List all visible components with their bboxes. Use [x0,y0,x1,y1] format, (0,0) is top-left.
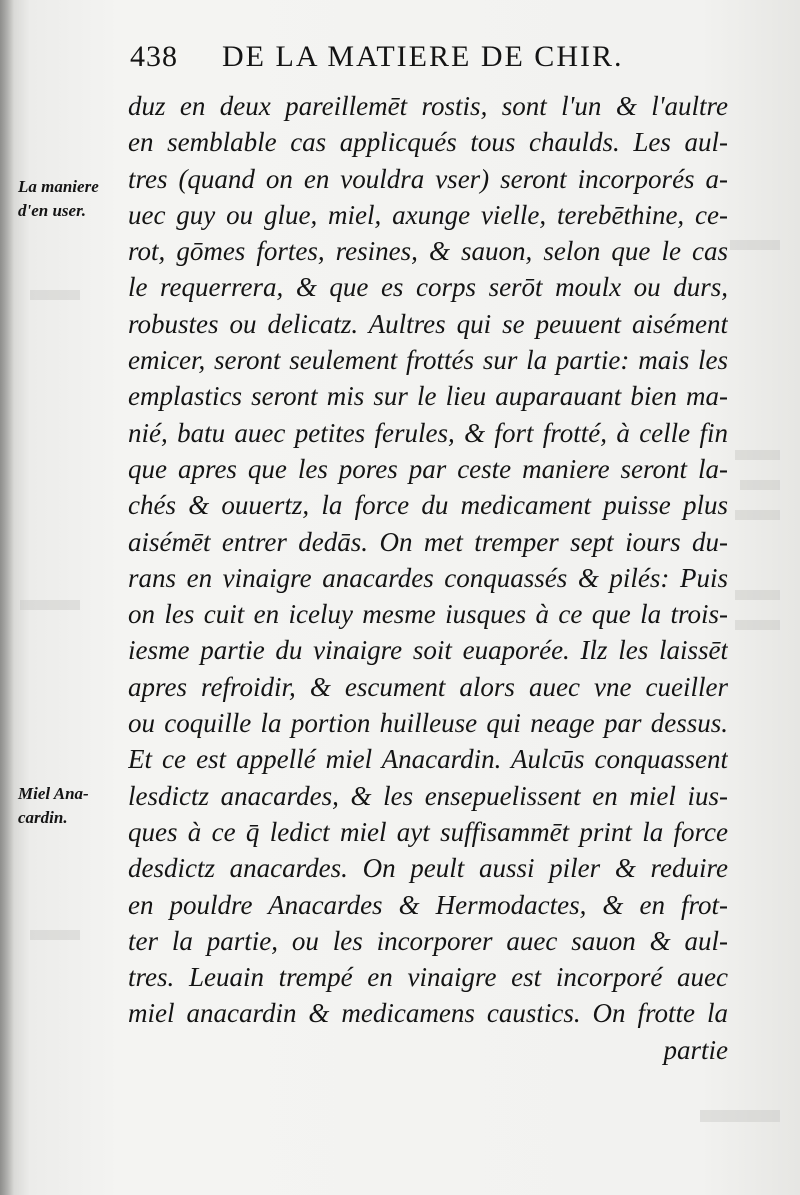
text-line: ter la partie, ou les incorporer auec sauon & aul- [128,925,728,956]
text-line: en semblable cas applicqués tous chaulds. Les aul- [128,127,728,158]
margin-note-line: Miel Ana- [18,784,89,803]
page-gutter-shadow [0,0,14,1195]
text-line: emplastics seront mis sur le lieu auparauant bien ma- [128,381,728,412]
margin-note-line: d'en user. [18,201,87,220]
page-header [130,40,730,80]
text-line: chés & ouuertz, la force du medicament puisse plus [128,490,728,521]
margin-note-miel-anacardin [18,782,126,830]
text-line: le requerrera, & que es corps serōt moulx ou durs, [128,272,728,303]
catchword: partie [663,1034,728,1065]
text-line: tres. Leuain trempé en vinaigre est incorporé auec [128,962,728,993]
text-line: aisémēt entrer dedās. On met tremper sept iours du- [128,526,728,557]
running-head: DE LA MATIERE DE CHIR. [222,40,624,73]
text-line: rans en vinaigre anacardes conquassés & pilés: Puis [128,562,728,593]
text-line: on les cuit en iceluy mesme iusques à ce que la trois- [128,599,728,630]
text-line: tres (quand on en vouldra vser) seront incorporés a- [128,163,728,194]
text-line: en pouldre Anacardes & Hermodactes, & en frot- [128,889,728,920]
body-text [128,88,728,1068]
margin-note-line: cardin. [18,808,68,827]
margin-note-line: La maniere [18,177,99,196]
text-line: desdictz anacardes. On peult aussi piler & reduire [128,853,728,884]
text-line: uec guy ou glue, miel, axunge vielle, terebēthine, ce- [128,199,728,230]
page-number: 438 [130,40,178,73]
text-line: Et ce est appellé miel Anacardin. Aulcūs conquassent [128,744,728,775]
text-line: rot, gōmes fortes, resines, & sauon, selon que le cas [128,236,728,267]
text-line: miel anacardin & medicamens caustics. On frotte la [128,998,728,1029]
text-line: apres refroidir, & escument alors auec vne cueiller [128,671,728,702]
text-line: iesme partie du vinaigre soit euaporée. Ilz les laissēt [128,635,728,666]
text-line: emicer, seront seulement frottés sur la partie: mais les [128,345,728,376]
text-line: lesdictz anacardes, & les ensepuelissent en miel ius- [128,780,728,811]
text-line: nié, batu auec petites ferules, & fort frotté, à celle fin [128,417,728,448]
margin-note-la-maniere [18,175,126,223]
text-line: ques à ce q̄ ledict miel ayt suffisammēt print la force [128,816,728,847]
text-line: robustes ou delicatz. Aultres qui se peuuent aisément [128,308,728,339]
text-line: duz en deux pareillemēt rostis, sont l'un & l'aultre [128,91,728,121]
text-line: ou coquille la portion huilleuse qui neage par dessus. [128,708,728,739]
text-line: que apres que les pores par ceste maniere seront la- [128,453,728,484]
